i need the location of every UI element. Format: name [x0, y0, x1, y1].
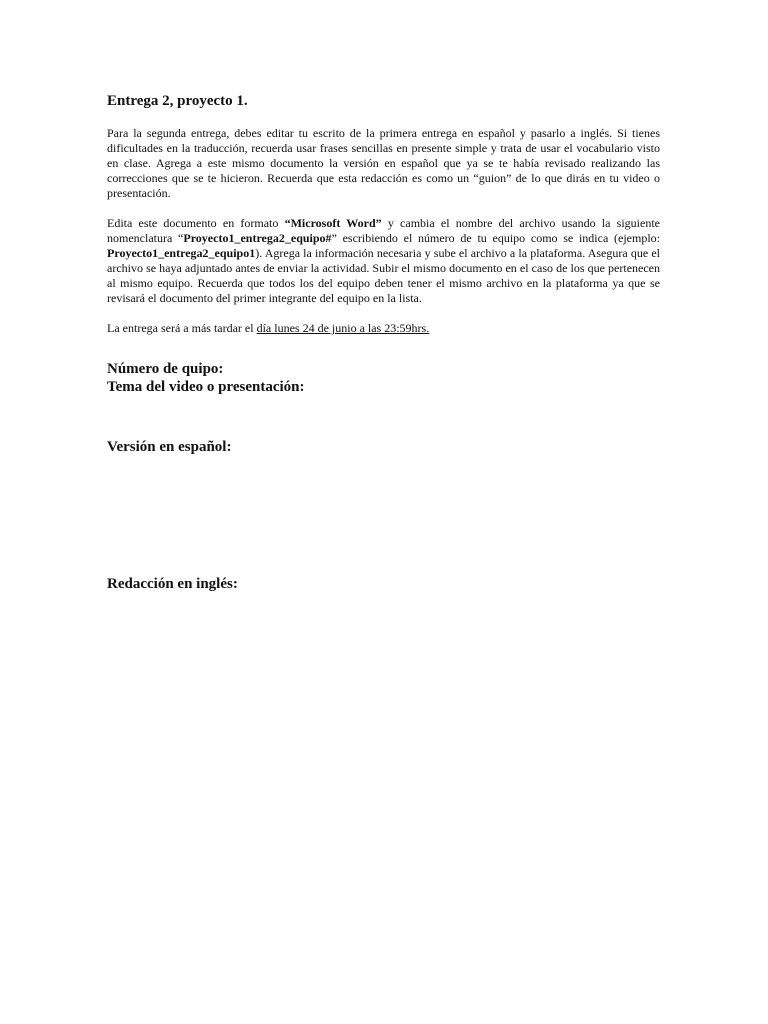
deadline-prefix: La entrega será a más tardar el: [107, 321, 257, 335]
filename-example: Proyecto1_entrega2_equipo1: [107, 246, 256, 260]
p2-text-3: ” escribiendo el número de tu equipo como se indica (ejemplo:: [331, 231, 660, 245]
topic-label: Tema del video o presentación:: [107, 379, 305, 395]
instructions-paragraph-2: [107, 216, 660, 306]
p2-text-1: Edita este documento en formato: [107, 216, 285, 230]
deadline-date: día lunes 24 de junio a las 23:59hrs.: [256, 321, 430, 335]
team-number-label: Número de quipo:: [107, 361, 224, 377]
p2-text-4: ). Agrega la información necesaria y sube el archivo a la plataforma. Asegura que el archivo se haya adjuntado antes de enviar la actividad. Subir el mismo documento en el caso de los que pertenecen al mismo equipo. Recuerda que todos los del equipo deben tener el mismo archivo en la plataforma ya que se revisará el documento del primer integrante del equipo en la lista.: [107, 246, 660, 305]
spanish-version-heading: Versión en español:: [107, 439, 232, 455]
instructions-paragraph-1: Para la segunda entrega, debes editar tu escrito de la primera entrega en español y pasarlo a inglés. Si tienes dificultades en la traducción, recuerda usar frases sencillas en presente simple y trata de usar el vocabulario visto en clase. Agrega a este mismo documento la versión en español que ya se te había revisado realizando las correcciones que se te hicieron. Recuerda que esta redacción es como un “guion” de lo que dirás en tu video o presentación.: [107, 126, 660, 200]
document-title: Entrega 2, proyecto 1.: [107, 93, 248, 109]
deadline-paragraph: [107, 321, 660, 336]
english-writing-heading: Redacción en inglés:: [107, 576, 238, 592]
document-page: [107, 92, 660, 592]
team-fields: [107, 360, 660, 396]
filename-pattern: Proyecto1_entrega2_equipo#: [183, 231, 332, 245]
format-name: “Microsoft Word”: [284, 216, 382, 230]
p2-text-2: y cambia el nombre del archivo usando la siguiente nomenclatura “: [107, 216, 660, 245]
